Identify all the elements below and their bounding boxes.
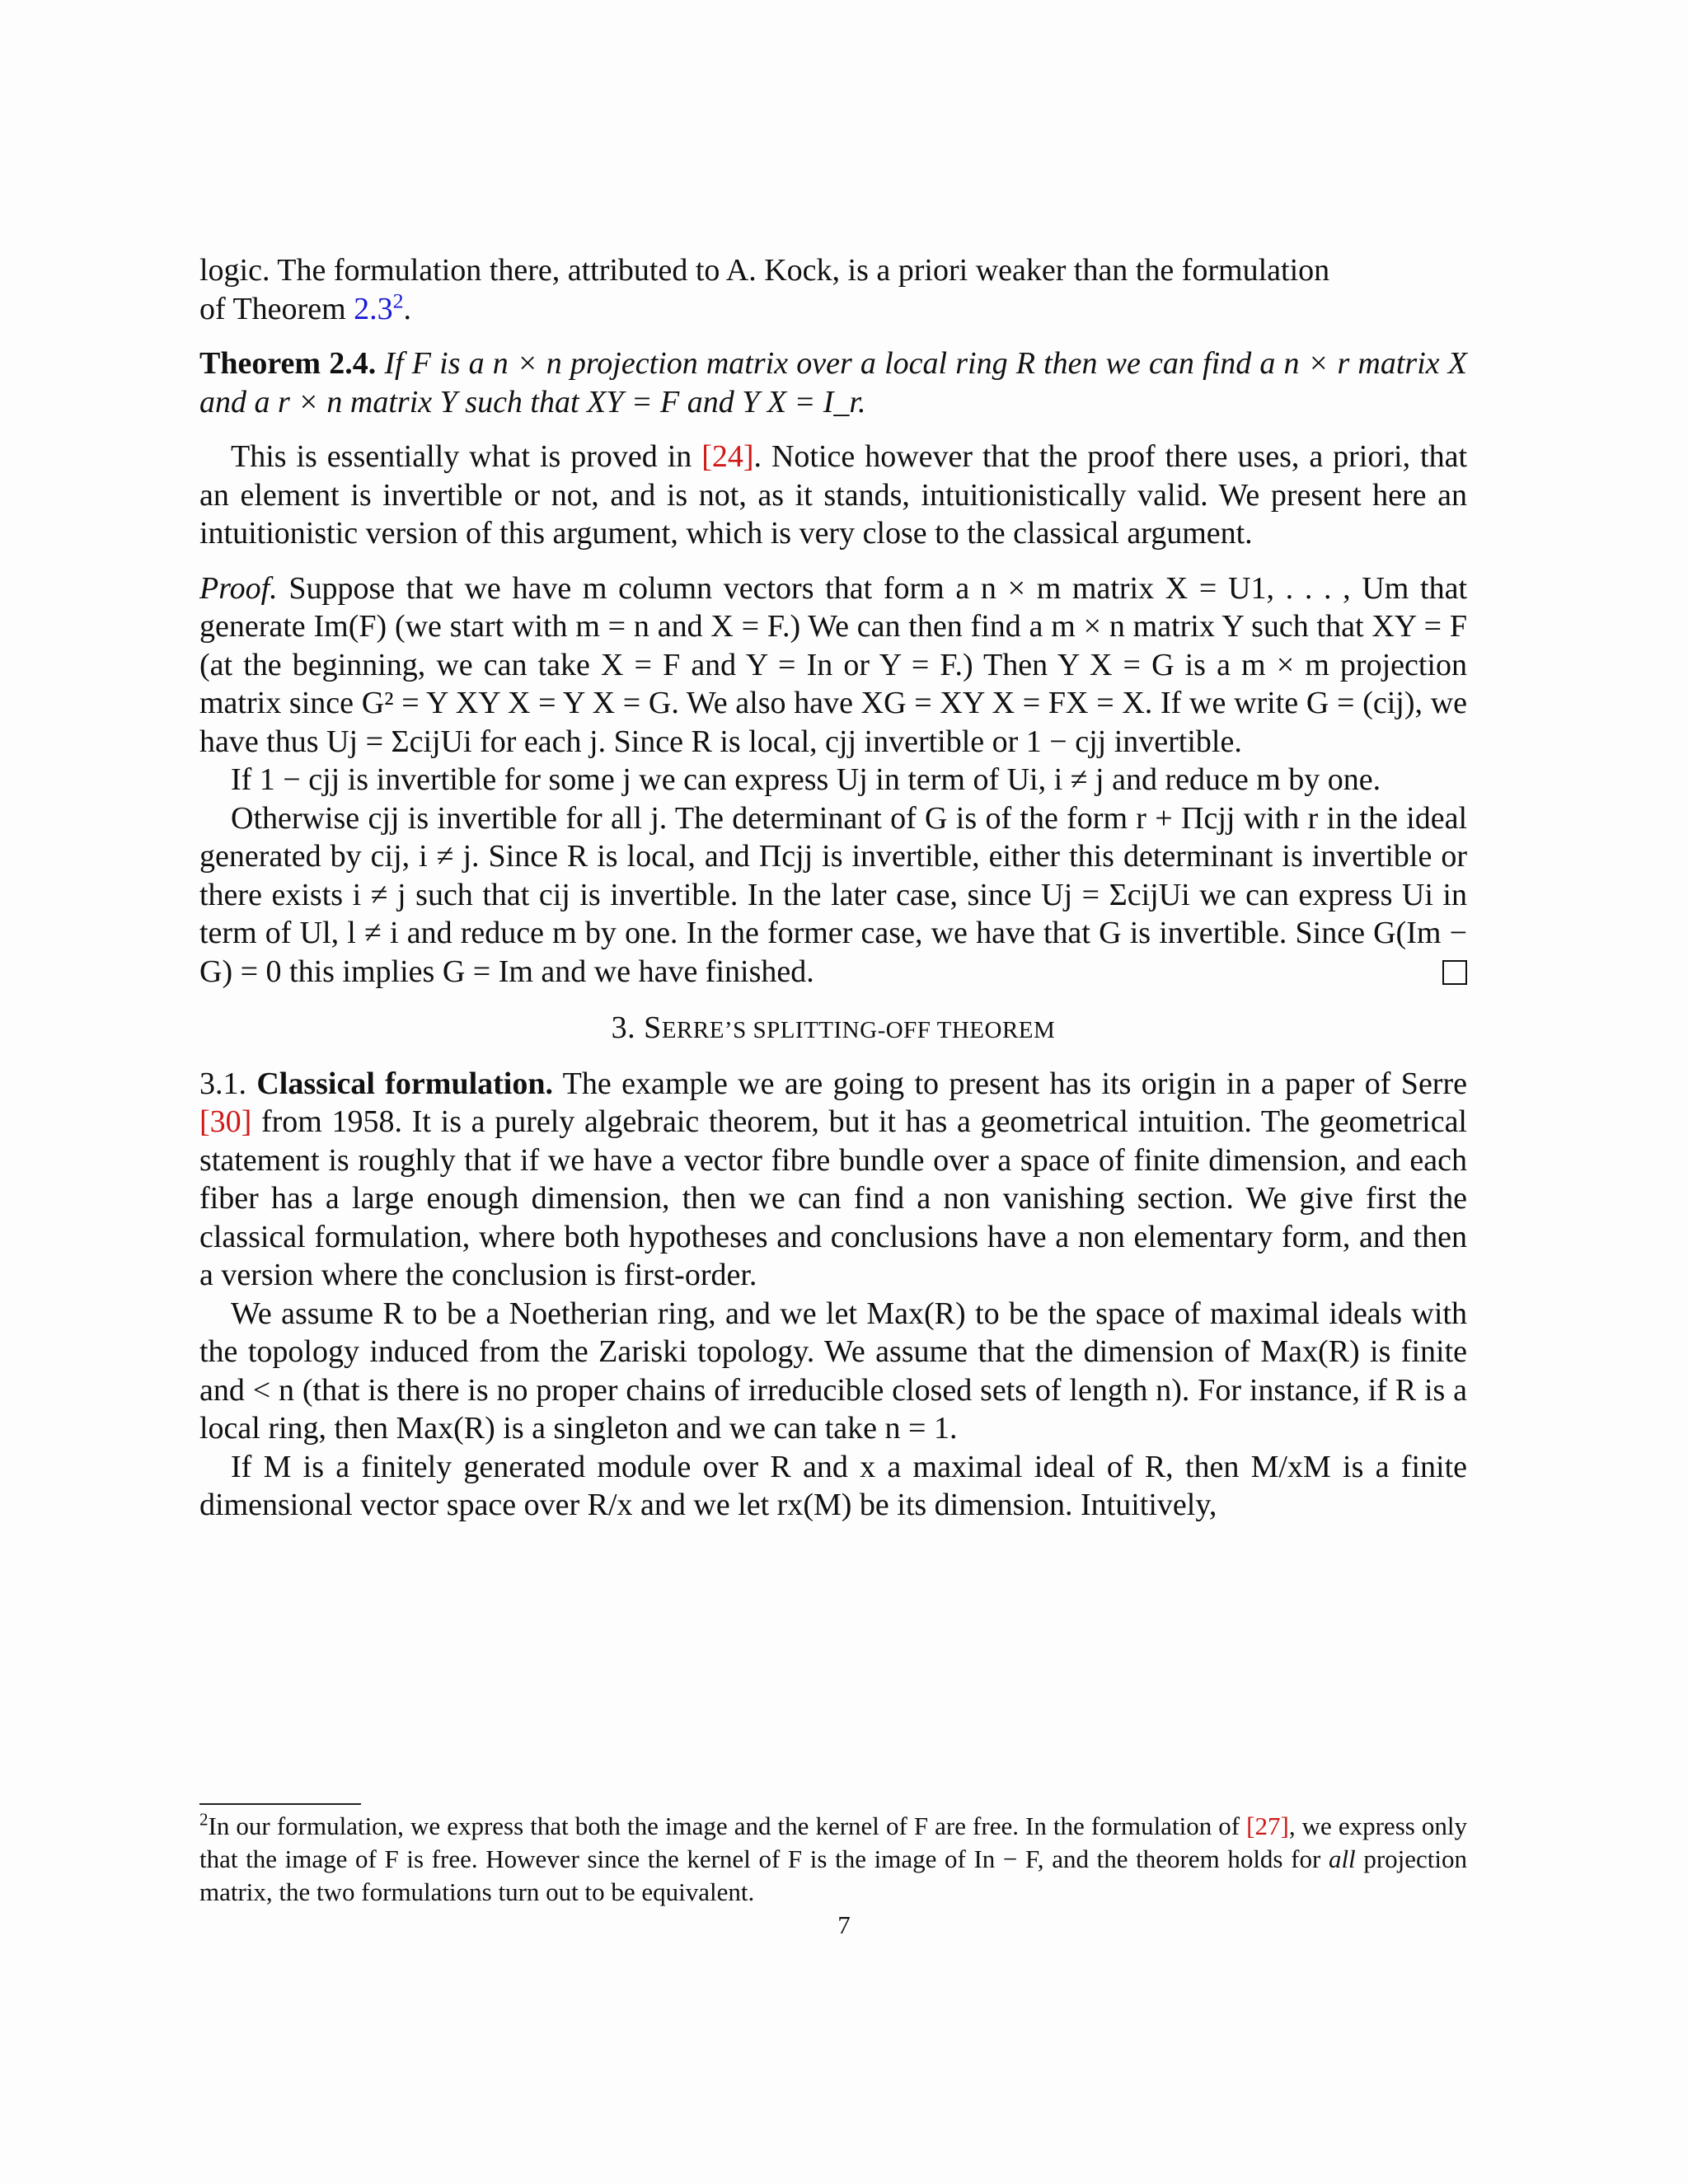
intro-line2: of Theorem <box>199 291 354 326</box>
subsection-paragraph-3 <box>199 1448 1467 1525</box>
subsection-number: 3.1. <box>199 1066 246 1101</box>
proof-text: Suppose that we have m column vectors that form a n × m matrix X = U1, . . . , Um that generate Im(F) (we start with m = n and X = F.) We can then find a m × n matrix Y such that XY = F (at the beginning, we can take X = F and Y = In or Y = F.) Then Y X = G is a m × m projection matrix since G² = Y XY X = Y X = G. We also have XG = XY X = FX = X. If we write G = (cij), we have thus Uj = ΣcijUi for each j. Since R is local, cjj invertible or 1 − cjj invertible. <box>199 570 1468 759</box>
citation-30-link[interactable]: [30] <box>199 1104 252 1139</box>
citation-24-link[interactable]: [24] <box>701 439 754 474</box>
subsection-paragraph-1 <box>199 1065 1467 1295</box>
citation-27-link[interactable]: [27] <box>1246 1811 1289 1840</box>
footnote-emphasis: all <box>1328 1844 1356 1873</box>
text: This is essentially what is proved in <box>231 439 702 474</box>
footnote-rule <box>199 1803 361 1805</box>
section-title-initial: S <box>644 1010 662 1045</box>
text: from 1958. It is a purely algebraic theorem, but it has a geometrical intuition. The geometrical statement is roughly that if we have a vector fibre bundle over a space of finite dimension, and each fiber has a large enough dimension, then we can find a non vanishing section. We give first the classical formulation, where both hypotheses and conclusions have a non elementary form, and then a version where the conclusion is first-order. <box>199 1104 1467 1292</box>
intro-end: . <box>403 291 412 326</box>
section-title-rest: ERRE’S SPLITTING-OFF THEOREM <box>661 1017 1056 1043</box>
theorem-statement: If F is a n × n projection matrix over a local ring R then we can find a n × r matrix X and a r × n matrix Y such that XY = F and Y X = I_r. <box>199 346 1468 419</box>
page-body <box>199 251 1467 1525</box>
footnote-text: projection matrix, the two formulations turn out to be equivalent. <box>199 1844 1467 1906</box>
proof-text: Otherwise cjj is invertible for all j. The determinant of G is of the form r + Πcjj with r in the ideal generated by cij, i ≠ j. Since R is local, and Πcjj is invertible, either this determinant is invertible or there exists i ≠ j such that cij is invertible. In the later case, since Uj = ΣcijUi we can express Ui in term of Ul, l ≠ i and reduce m by one. In the former case, we have that G is invertible. Since G(Im − G) = 0 this implies G = Im and we have finished. <box>199 800 1467 989</box>
proof-text: If 1 − cjj is invertible for some j we can express Uj in term of Ui, i ≠ j and reduce m by one. <box>231 762 1381 797</box>
text: If M is a finitely generated module over R and x a maximal ideal of R, then M/xM is a finite dimensional vector space over R/x and we let rx(M) be its dimension. Intuitively, <box>199 1449 1467 1522</box>
text: The example we are going to present has its origin in a paper of Serre <box>562 1066 1467 1101</box>
intro-paragraph <box>199 251 1467 328</box>
subsection-paragraph-2 <box>199 1295 1467 1448</box>
theorem-2-3-link[interactable]: 2.3 <box>354 291 393 326</box>
footnote <box>199 1810 1467 1909</box>
proof-paragraph-3 <box>199 799 1467 991</box>
footnote-text: , we express only that the image of F is free. However since the kernel of F is the image of In − F, and the theorem holds for <box>199 1811 1467 1873</box>
proof-paragraph-1 <box>199 569 1467 762</box>
footnote-number: 2 <box>199 1809 209 1830</box>
text: We assume R to be a Noetherian ring, and we let Max(R) to be the space of maximal ideals with the topology induced from the Zariski topology. We assume that the dimension of Max(R) is finite and < n (that is there is no proper chains of irreducible closed sets of length n). For instance, if R is a local ring, then Max(R) is a singleton and we can take n = 1. <box>199 1296 1467 1446</box>
section-number: 3. <box>611 1010 636 1045</box>
proof-paragraph-2 <box>199 761 1467 799</box>
proof-source-paragraph <box>199 438 1467 553</box>
footnote-text: In our formulation, we express that both the image and the kernel of F are free. In the formulation of <box>208 1811 1247 1840</box>
page-number: 7 <box>837 1910 851 1939</box>
footnote-marker[interactable]: 2 <box>392 288 404 312</box>
theorem-2-4 <box>199 344 1467 421</box>
theorem-heading: Theorem 2.4. <box>199 346 377 381</box>
section-title <box>199 1009 1467 1050</box>
intro-line: logic. The formulation there, attributed to A. Kock, is a priori weaker than the formulation <box>199 253 1330 288</box>
subsection-title: Classical formulation. <box>256 1066 553 1101</box>
proof-heading: Proof. <box>199 570 278 606</box>
qed-square-icon <box>1442 960 1467 985</box>
text: . Notice however that the proof there uses, a priori, that an element is invertible or not, and is not, as it stands, intuitionistically valid. We present here an intuitionistic version of this argument, which is very close to the classical argument. <box>199 439 1467 551</box>
